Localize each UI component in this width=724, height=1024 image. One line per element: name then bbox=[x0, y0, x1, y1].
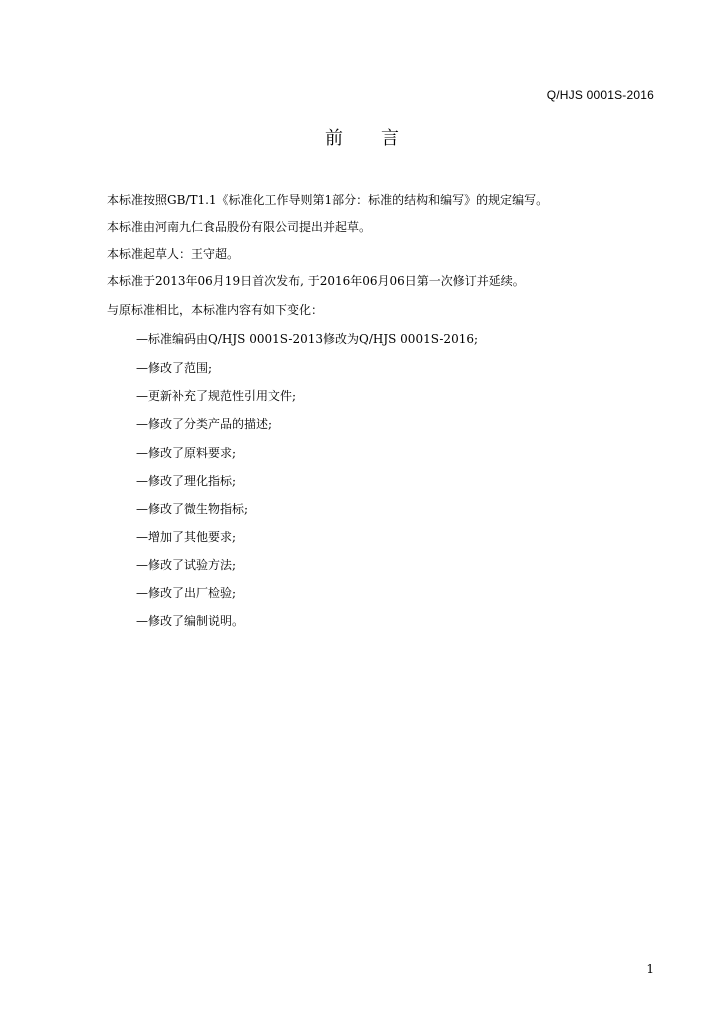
paragraph-release-history: 本标准于2013年06月19日首次发布, 于2016年06月06日第一次修订并延续。 bbox=[107, 274, 525, 288]
change-item: —标准编码由Q/HJS 0001S-2013修改为Q/HJS 0001S-2016; bbox=[136, 332, 479, 346]
page-title bbox=[0, 124, 724, 150]
change-item: —修改了微生物指标; bbox=[136, 502, 249, 516]
title-part-2: 言 bbox=[381, 128, 399, 149]
change-item: —修改了理化指标; bbox=[136, 474, 237, 488]
standard-code: Q/HJS 0001S-2016 bbox=[546, 88, 654, 102]
paragraph-drafter: 本标准起草人：王守超。 bbox=[107, 247, 240, 261]
page-number: 1 bbox=[646, 962, 654, 976]
title-part-1: 前 bbox=[325, 128, 343, 149]
change-item: —更新补充了规范性引用文件; bbox=[136, 389, 297, 403]
change-item: —修改了范围; bbox=[136, 361, 213, 375]
change-item: —修改了分类产品的描述; bbox=[136, 417, 273, 431]
change-item: —修改了原料要求; bbox=[136, 446, 237, 460]
change-item: —修改了试验方法; bbox=[136, 558, 237, 572]
change-item: —修改了出厂检验; bbox=[136, 586, 237, 600]
change-item: —修改了编制说明。 bbox=[136, 614, 245, 628]
change-item: —增加了其他要求; bbox=[136, 530, 237, 544]
paragraph-drafting-rules: 本标准按照GB/T1.1《标准化工作导则第1部分：标准的结构和编写》的规定编写。 bbox=[107, 193, 549, 207]
paragraph-changes-intro: 与原标准相比，本标准内容有如下变化： bbox=[107, 303, 324, 317]
paragraph-proposer: 本标准由河南九仁食品股份有限公司提出并起草。 bbox=[107, 220, 372, 234]
